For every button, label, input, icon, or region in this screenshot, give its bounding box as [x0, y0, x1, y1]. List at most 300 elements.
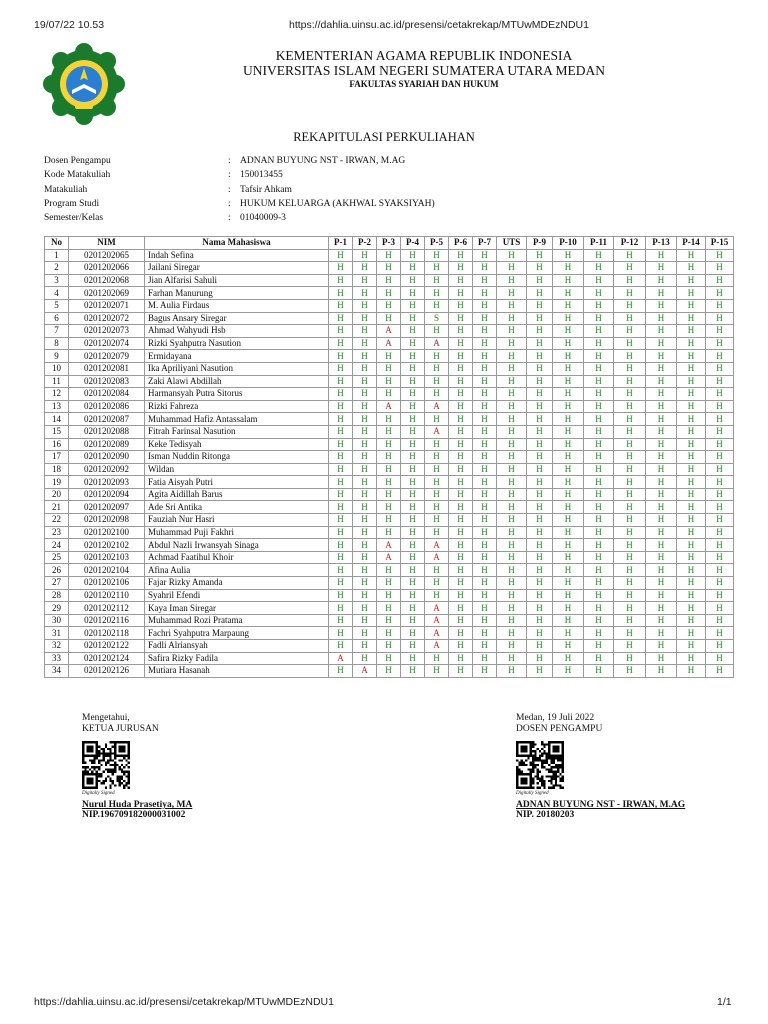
attendance-mark: H [553, 362, 584, 375]
signer-nip: NIP. 20180203 [516, 810, 575, 820]
attendance-mark: H [401, 249, 425, 262]
attendance-mark: H [706, 514, 734, 527]
attendance-mark: H [614, 287, 646, 300]
attendance-mark: H [473, 551, 497, 564]
attendance-mark: H [377, 362, 401, 375]
faculty-name: FAKULTAS SYARIAH DAN HUKUM [349, 79, 499, 89]
attendance-mark: H [449, 249, 473, 262]
attendance-mark: H [614, 375, 646, 388]
student-name: Harmansyah Putra Sitorus [145, 388, 329, 401]
attendance-mark: H [527, 438, 553, 451]
row-number: 34 [45, 665, 69, 678]
attendance-mark: H [473, 375, 497, 388]
attendance-mark: H [401, 451, 425, 464]
attendance-mark: H [527, 488, 553, 501]
attendance-mark: A [377, 400, 401, 413]
attendance-mark: H [527, 451, 553, 464]
attendance-mark: H [614, 627, 646, 640]
attendance-mark: H [449, 551, 473, 564]
attendance-mark: H [425, 501, 449, 514]
student-name: Jailani Siregar [145, 262, 329, 275]
attendance-mark: H [706, 325, 734, 338]
student-nim: 0201202124 [69, 652, 145, 665]
attendance-mark: H [329, 564, 353, 577]
attendance-mark: H [584, 463, 614, 476]
attendance-mark: H [584, 312, 614, 325]
attendance-mark: H [329, 602, 353, 615]
attendance-mark: H [677, 350, 706, 363]
table-row [45, 551, 734, 564]
row-number: 2 [45, 262, 69, 275]
student-name: Muhammad Hafiz Antassalam [145, 413, 329, 426]
attendance-mark: H [473, 577, 497, 590]
column-header: P-9 [527, 237, 553, 250]
attendance-mark: H [646, 627, 677, 640]
attendance-mark: H [425, 388, 449, 401]
info-row: Program Studi : HUKUM KELUARGA (AKHWAL SYAKSIYAH) [44, 198, 435, 209]
attendance-mark: H [377, 451, 401, 464]
student-nim: 0201202071 [69, 299, 145, 312]
attendance-mark: H [497, 577, 527, 590]
student-name: Syahril Efendi [145, 589, 329, 602]
attendance-mark: H [646, 312, 677, 325]
attendance-mark: H [614, 501, 646, 514]
attendance-mark: H [614, 488, 646, 501]
attendance-mark: H [473, 602, 497, 615]
attendance-mark: H [353, 640, 377, 653]
row-number: 33 [45, 652, 69, 665]
column-header: P-13 [646, 237, 677, 250]
attendance-mark: H [401, 627, 425, 640]
attendance-mark: H [527, 425, 553, 438]
attendance-mark: H [527, 400, 553, 413]
student-nim: 0201202072 [69, 312, 145, 325]
attendance-mark: H [353, 564, 377, 577]
attendance-mark: H [425, 589, 449, 602]
attendance-mark: H [677, 614, 706, 627]
attendance-mark: H [401, 312, 425, 325]
row-number: 25 [45, 551, 69, 564]
row-number: 21 [45, 501, 69, 514]
row-number: 23 [45, 526, 69, 539]
attendance-mark: H [449, 463, 473, 476]
attendance-mark: H [401, 476, 425, 489]
attendance-mark: H [497, 413, 527, 426]
attendance-mark: H [329, 665, 353, 678]
attendance-mark: H [497, 388, 527, 401]
print-url-footer: https://dahlia.uinsu.ac.id/presensi/cetakrekap/MTUwMDEzNDU1 [34, 996, 334, 1008]
info-row: Matakuliah : Tafsir Ahkam [44, 184, 292, 195]
student-name: Safira Rizky Fadila [145, 652, 329, 665]
attendance-mark: H [584, 350, 614, 363]
attendance-mark: H [353, 602, 377, 615]
row-number: 24 [45, 539, 69, 552]
student-name: Fachri Syahputra Marpaung [145, 627, 329, 640]
attendance-mark: H [706, 249, 734, 262]
attendance-mark: H [646, 274, 677, 287]
student-nim: 0201202069 [69, 287, 145, 300]
attendance-mark: H [706, 262, 734, 275]
attendance-mark: H [497, 652, 527, 665]
attendance-mark: H [473, 312, 497, 325]
attendance-mark: H [677, 551, 706, 564]
attendance-mark: H [553, 325, 584, 338]
attendance-mark: H [329, 413, 353, 426]
attendance-mark: H [497, 602, 527, 615]
table-row [45, 627, 734, 640]
attendance-mark: H [706, 362, 734, 375]
attendance-mark: H [553, 501, 584, 514]
row-number: 18 [45, 463, 69, 476]
attendance-mark: H [677, 413, 706, 426]
attendance-mark: H [329, 325, 353, 338]
attendance-mark: H [449, 526, 473, 539]
row-number: 19 [45, 476, 69, 489]
attendance-mark: H [473, 274, 497, 287]
row-number: 20 [45, 488, 69, 501]
attendance-mark: H [449, 299, 473, 312]
student-nim: 0201202122 [69, 640, 145, 653]
attendance-mark: A [329, 652, 353, 665]
attendance-mark: H [353, 312, 377, 325]
attendance-mark: H [584, 526, 614, 539]
attendance-mark: H [329, 526, 353, 539]
row-number: 29 [45, 602, 69, 615]
student-name: Rizki Fahreza [145, 400, 329, 413]
attendance-mark: H [377, 299, 401, 312]
attendance-mark: H [497, 501, 527, 514]
attendance-mark: A [353, 665, 377, 678]
attendance-mark: H [553, 564, 584, 577]
attendance-mark: H [646, 262, 677, 275]
attendance-mark: H [677, 564, 706, 577]
student-nim: 0201202097 [69, 501, 145, 514]
attendance-mark: H [706, 627, 734, 640]
row-number: 15 [45, 425, 69, 438]
attendance-mark: H [425, 413, 449, 426]
attendance-mark: H [353, 488, 377, 501]
attendance-mark: H [646, 577, 677, 590]
signer-role: DOSEN PENGAMPU [516, 724, 603, 734]
attendance-mark: H [329, 375, 353, 388]
row-number: 8 [45, 337, 69, 350]
attendance-mark: H [677, 274, 706, 287]
attendance-mark: H [553, 463, 584, 476]
attendance-mark: H [425, 287, 449, 300]
attendance-mark: H [614, 589, 646, 602]
attendance-mark: H [553, 375, 584, 388]
attendance-mark: H [353, 249, 377, 262]
attendance-mark: H [497, 299, 527, 312]
attendance-mark: H [377, 476, 401, 489]
student-name: Achmad Faatihul Khoir [145, 551, 329, 564]
attendance-mark: H [677, 539, 706, 552]
attendance-mark: H [329, 312, 353, 325]
attendance-mark: H [401, 539, 425, 552]
attendance-mark: H [614, 299, 646, 312]
attendance-mark: H [377, 564, 401, 577]
info-label: Matakuliah [44, 184, 88, 195]
attendance-mark: H [329, 438, 353, 451]
attendance-mark: H [677, 488, 706, 501]
attendance-mark: H [377, 463, 401, 476]
attendance-mark: H [473, 488, 497, 501]
attendance-mark: H [614, 262, 646, 275]
attendance-mark: H [584, 564, 614, 577]
attendance-mark: H [449, 577, 473, 590]
attendance-mark: H [706, 400, 734, 413]
attendance-mark: H [449, 564, 473, 577]
attendance-mark: H [584, 602, 614, 615]
document-title: REKAPITULASI PERKULIAHAN [293, 130, 475, 144]
student-nim: 0201202094 [69, 488, 145, 501]
attendance-mark: H [527, 413, 553, 426]
attendance-mark: H [329, 362, 353, 375]
attendance-mark: H [584, 425, 614, 438]
attendance-mark: H [646, 451, 677, 464]
attendance-mark: H [584, 400, 614, 413]
attendance-mark: H [584, 665, 614, 678]
attendance-mark: H [473, 262, 497, 275]
attendance-mark: H [377, 589, 401, 602]
attendance-mark: H [646, 665, 677, 678]
attendance-mark: H [706, 425, 734, 438]
attendance-mark: H [497, 274, 527, 287]
table-row [45, 501, 734, 514]
row-number: 14 [45, 413, 69, 426]
attendance-mark: H [329, 463, 353, 476]
attendance-mark: H [353, 614, 377, 627]
attendance-mark: H [677, 325, 706, 338]
attendance-mark: H [614, 325, 646, 338]
attendance-mark: H [497, 665, 527, 678]
attendance-mark: H [646, 614, 677, 627]
attendance-mark: H [473, 514, 497, 527]
student-nim: 0201202103 [69, 551, 145, 564]
attendance-mark: H [706, 589, 734, 602]
student-nim: 0201202089 [69, 438, 145, 451]
attendance-mark: H [425, 564, 449, 577]
table-row [45, 640, 734, 653]
column-header: P-5 [425, 237, 449, 250]
table-row [45, 526, 734, 539]
attendance-mark: H [329, 589, 353, 602]
column-header: P-2 [353, 237, 377, 250]
table-row [45, 614, 734, 627]
attendance-mark: H [377, 652, 401, 665]
attendance-mark: H [706, 539, 734, 552]
info-label: Kode Matakuliah [44, 170, 111, 181]
row-number: 32 [45, 640, 69, 653]
attendance-mark: A [377, 337, 401, 350]
attendance-mark: H [527, 337, 553, 350]
student-name: Mutiara Hasanah [145, 665, 329, 678]
column-header: P-14 [677, 237, 706, 250]
attendance-mark: A [425, 627, 449, 640]
column-header: P-15 [706, 237, 734, 250]
attendance-mark: H [706, 337, 734, 350]
table-row [45, 438, 734, 451]
attendance-mark: H [677, 375, 706, 388]
attendance-mark: H [473, 325, 497, 338]
attendance-mark: H [353, 514, 377, 527]
student-nim: 0201202065 [69, 249, 145, 262]
student-name: Bagus Ansary Siregar [145, 312, 329, 325]
attendance-mark: H [553, 488, 584, 501]
signer-role: KETUA JURUSAN [82, 724, 159, 734]
attendance-mark: H [449, 362, 473, 375]
attendance-mark: H [614, 463, 646, 476]
attendance-mark: H [377, 526, 401, 539]
attendance-mark: H [614, 640, 646, 653]
attendance-mark: H [329, 274, 353, 287]
attendance-mark: H [646, 602, 677, 615]
attendance-mark: H [584, 501, 614, 514]
attendance-mark: H [329, 287, 353, 300]
attendance-mark: H [614, 249, 646, 262]
attendance-mark: H [449, 262, 473, 275]
attendance-mark: H [425, 463, 449, 476]
attendance-mark: H [646, 438, 677, 451]
info-value: ADNAN BUYUNG NST - IRWAN, M.AG [240, 156, 406, 166]
attendance-mark: H [614, 400, 646, 413]
row-number: 5 [45, 299, 69, 312]
student-name: Keke Tedisyah [145, 438, 329, 451]
student-name: Ermidayana [145, 350, 329, 363]
attendance-mark: H [449, 400, 473, 413]
attendance-mark: H [677, 249, 706, 262]
attendance-mark: H [401, 614, 425, 627]
column-header: No [45, 237, 69, 250]
attendance-mark: H [706, 388, 734, 401]
table-row [45, 665, 734, 678]
attendance-mark: H [497, 514, 527, 527]
attendance-mark: H [329, 501, 353, 514]
attendance-mark: H [329, 451, 353, 464]
attendance-mark: H [473, 640, 497, 653]
row-number: 17 [45, 451, 69, 464]
attendance-mark: H [614, 476, 646, 489]
university-name: UNIVERSITAS ISLAM NEGERI SUMATERA UTARA MEDAN [243, 63, 605, 78]
student-name: Muhammad Rozi Pratama [145, 614, 329, 627]
row-number: 13 [45, 400, 69, 413]
attendance-mark: H [497, 551, 527, 564]
attendance-mark: H [401, 526, 425, 539]
student-name: Kaya Iman Siregar [145, 602, 329, 615]
attendance-mark: H [449, 425, 473, 438]
attendance-mark: A [425, 602, 449, 615]
attendance-mark: H [377, 488, 401, 501]
row-number: 12 [45, 388, 69, 401]
attendance-mark: H [584, 640, 614, 653]
attendance-mark: H [584, 388, 614, 401]
attendance-mark: H [646, 526, 677, 539]
attendance-mark: H [646, 551, 677, 564]
table-row [45, 488, 734, 501]
attendance-mark: H [425, 665, 449, 678]
attendance-mark: H [706, 614, 734, 627]
attendance-mark: H [497, 249, 527, 262]
attendance-mark: H [527, 564, 553, 577]
attendance-mark: H [614, 312, 646, 325]
attendance-mark: H [425, 325, 449, 338]
row-number: 11 [45, 375, 69, 388]
signer-nip: NIP.196709182000031002 [82, 810, 186, 820]
attendance-mark: H [497, 614, 527, 627]
student-name: Farhan Manurung [145, 287, 329, 300]
table-row [45, 400, 734, 413]
attendance-mark: H [449, 640, 473, 653]
student-nim: 0201202073 [69, 325, 145, 338]
table-row [45, 413, 734, 426]
attendance-mark: H [614, 274, 646, 287]
attendance-mark: H [449, 539, 473, 552]
attendance-mark: H [584, 451, 614, 464]
attendance-mark: H [497, 488, 527, 501]
attendance-mark: H [329, 262, 353, 275]
attendance-mark: H [473, 539, 497, 552]
student-name: Fitrah Farinsal Nasution [145, 425, 329, 438]
attendance-mark: H [677, 589, 706, 602]
student-nim: 0201202118 [69, 627, 145, 640]
attendance-mark: H [527, 262, 553, 275]
attendance-mark: H [449, 274, 473, 287]
attendance-mark: H [677, 299, 706, 312]
attendance-mark: H [377, 249, 401, 262]
attendance-mark: H [401, 337, 425, 350]
attendance-mark: H [646, 299, 677, 312]
attendance-mark: H [353, 463, 377, 476]
attendance-mark: H [646, 350, 677, 363]
table-row [45, 476, 734, 489]
attendance-mark: H [473, 463, 497, 476]
attendance-mark: H [553, 262, 584, 275]
attendance-mark: H [449, 627, 473, 640]
table-row [45, 589, 734, 602]
table-row [45, 539, 734, 552]
column-header: P-12 [614, 237, 646, 250]
table-row [45, 262, 734, 275]
attendance-mark: H [706, 451, 734, 464]
attendance-mark: H [497, 526, 527, 539]
attendance-mark: H [425, 476, 449, 489]
attendance-table [44, 236, 734, 678]
info-label: Program Studi [44, 198, 100, 209]
table-row [45, 325, 734, 338]
attendance-mark: H [584, 438, 614, 451]
attendance-mark: H [677, 476, 706, 489]
attendance-mark: H [584, 375, 614, 388]
attendance-mark: H [425, 350, 449, 363]
attendance-mark: H [353, 388, 377, 401]
attendance-mark: H [473, 451, 497, 464]
attendance-mark: H [497, 287, 527, 300]
student-nim: 0201202086 [69, 400, 145, 413]
attendance-mark: H [353, 577, 377, 590]
student-name: Ahmad Wahyudi Hsb [145, 325, 329, 338]
table-row [45, 362, 734, 375]
attendance-mark: H [527, 501, 553, 514]
place-date: Medan, 19 Juli 2022 [516, 713, 595, 723]
student-nim: 0201202093 [69, 476, 145, 489]
attendance-mark: H [614, 337, 646, 350]
attendance-mark: H [473, 287, 497, 300]
attendance-mark: H [329, 350, 353, 363]
attendance-mark: H [329, 400, 353, 413]
attendance-mark: H [401, 325, 425, 338]
attendance-mark: H [677, 501, 706, 514]
info-row: Semester/Kelas : 01040009-3 [44, 213, 286, 224]
